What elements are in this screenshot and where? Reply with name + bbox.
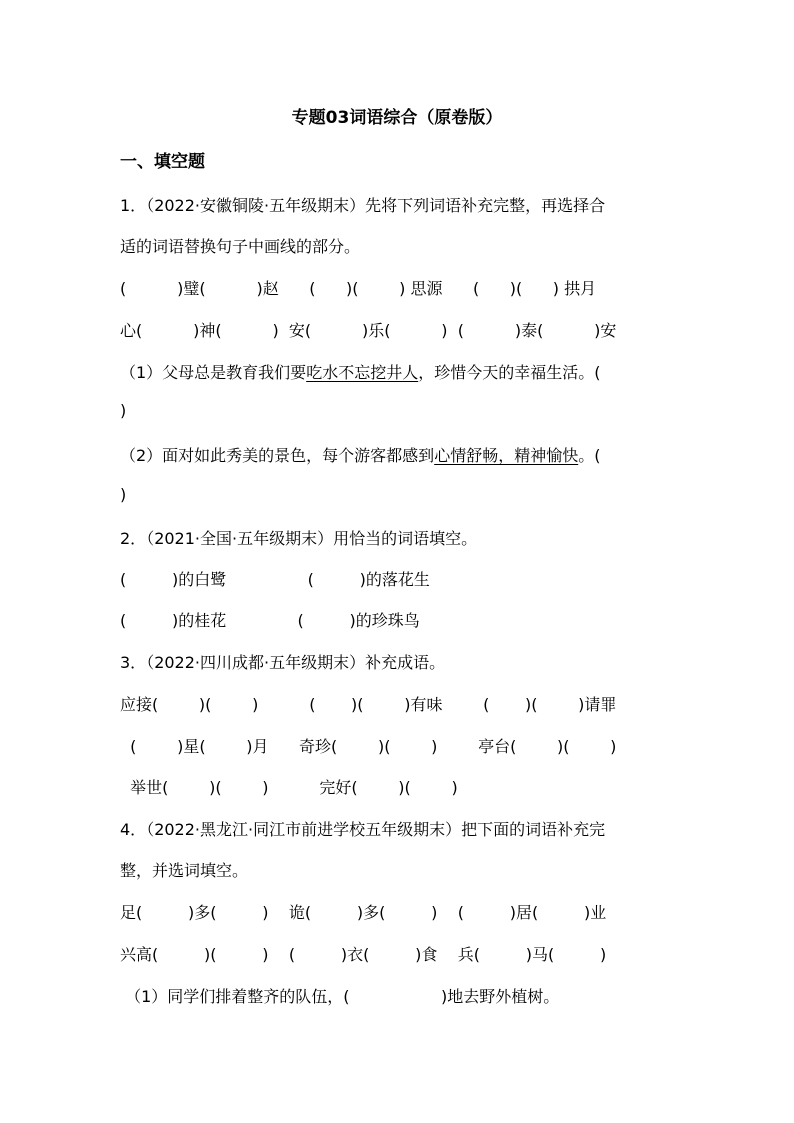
q2-line-1 [120, 526, 477, 549]
q3-row-1: 应接( )( ) ( )( )有味 ( )( )请罪 [120, 695, 617, 714]
section-heading: 一、填空题 [120, 152, 205, 172]
q1-sentence-2-blank-close: ) [120, 485, 127, 504]
q3-row-3: 举世( )( ) 完好( )( ) [120, 778, 458, 797]
q4-instruction-1: 把下面的词语补充完 [461, 820, 606, 839]
q4-sentence-1: （1）同学们排着整齐的队伍，( )地去野外植树。 [120, 987, 560, 1006]
q2-number: 2． [120, 529, 147, 548]
q2-source: （2021·全国·五年级期末） [146, 529, 334, 548]
q1-sentence-1 [120, 360, 600, 383]
q3-number: 3． [120, 653, 147, 672]
q1-sentence-2-text: （2）面对如此秀美的景色，每个游客都感到 [120, 446, 435, 465]
q1-sentence-2-end: 。( [578, 446, 601, 465]
q1-number: 1． [120, 196, 147, 215]
q2-row-1: ( )的白鹭 ( )的落花生 [120, 570, 430, 589]
q1-instruction-1: 先将下列词语补充完整，再选择合 [365, 196, 606, 215]
q1-line-1 [120, 193, 605, 216]
q3-line-1 [120, 650, 445, 673]
q1-sentence-2-underlined: 心情舒畅，精神愉快 [434, 446, 579, 465]
q1-sentence-2 [120, 443, 600, 466]
q4-row-1: 足( )多( ) 诡( )多( ) ( )居( )业 [120, 903, 607, 922]
document-title: 专题03词语综合（原卷版） [291, 108, 503, 128]
q3-row-2: ( )星( )月 奇珍( )( ) 亭台( )( ) [120, 737, 617, 756]
q4-row-2: 兴高( )( ) ( )衣( )食 兵( )马( ) [120, 945, 607, 964]
q3-source: （2022·四川成都·五年级期末） [146, 653, 366, 672]
q2-row-2: ( )的桂花 ( )的珍珠鸟 [120, 611, 420, 630]
q1-sentence-1-blank-close: ) [120, 401, 127, 420]
q1-instruction-2: 适的词语替换句子中画线的部分。 [120, 237, 361, 256]
q4-source: （2022·黑龙江·同江市前进学校五年级期末） [146, 820, 462, 839]
q1-sentence-1-text: （1）父母总是教育我们要 [120, 363, 307, 382]
q4-line-1 [120, 817, 605, 840]
q1-sentence-1-end: ，珍惜今天的幸福生活。( [418, 363, 601, 382]
q4-number: 4． [120, 820, 147, 839]
q1-word-row-2: 心( )神( ) 安( )乐( ) ( )泰( )安 [120, 321, 617, 340]
q2-instruction: 用恰当的词语填空。 [333, 529, 478, 548]
q1-word-row-1: ( )璧( )赵 ( )( ) 思源 ( )( ) 拱月 [120, 279, 597, 298]
q1-sentence-1-underlined: 吃水不忘挖井人 [306, 363, 419, 382]
q4-instruction-2: 整，并选词填空。 [120, 861, 249, 880]
q3-instruction: 补充成语。 [365, 653, 446, 672]
q1-source: （2022·安徽铜陵·五年级期末） [146, 196, 366, 215]
